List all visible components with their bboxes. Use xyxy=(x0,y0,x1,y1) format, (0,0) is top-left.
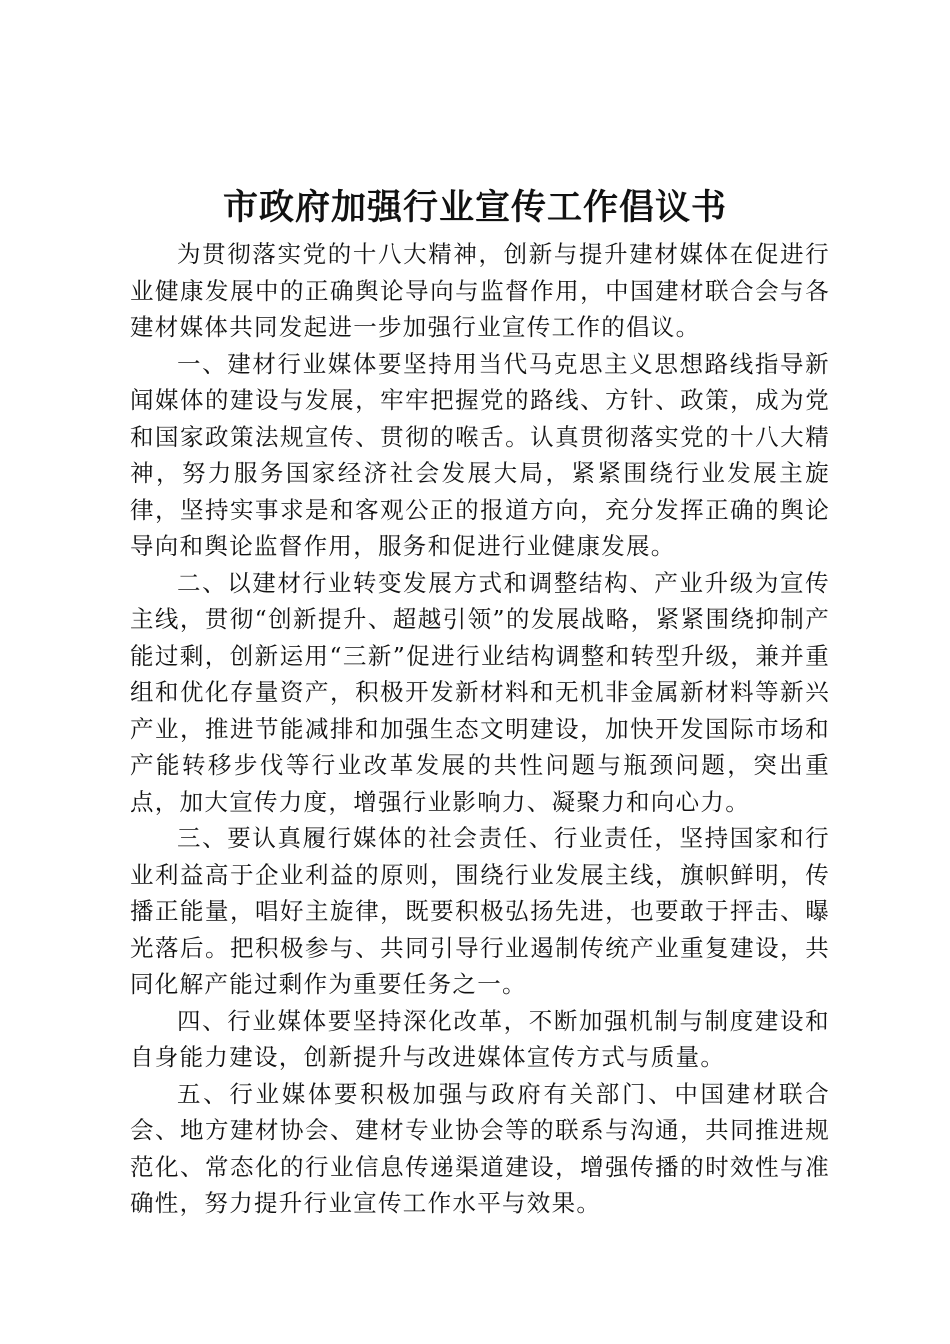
paragraph-item-5: 五、行业媒体要积极加强与政府有关部门、中国建材联合会、地方建材协会、建材专业协会等的联系与沟通，共同推进规范化、常态化的行业信息传递渠道建设，增强传播的时效性与准确性，努力提升行业宣传工作水平与效果。 xyxy=(130,1079,830,1217)
paragraph-item-1: 一、建材行业媒体要坚持用当代马克思主义思想路线指导新闻媒体的建设与发展，牢牢把握党的路线、方针、政策，成为党和国家政策法规宣传、贯彻的喉舌。认真贯彻落实党的十八大精神，努力服务国家经济社会发展大局，紧紧围绕行业发展主旋律，坚持实事求是和客观公正的报道方向，充分发挥正确的舆论导向和舆论监督作用，服务和促进行业健康发展。 xyxy=(130,349,830,560)
document-body xyxy=(130,236,830,1222)
paragraph-intro: 为贯彻落实党的十八大精神，创新与提升建材媒体在促进行业健康发展中的正确舆论导向与监督作用，中国建材联合会与各建材媒体共同发起进一步加强行业宣传工作的倡议。 xyxy=(130,240,830,341)
document-title: 市政府加强行业宣传工作倡议书 xyxy=(222,187,727,228)
paragraph-item-4: 四、行业媒体要坚持深化改革，不断加强机制与制度建设和自身能力建设，创新提升与改进媒体宣传方式与质量。 xyxy=(130,1006,830,1071)
paragraph-item-3: 三、要认真履行媒体的社会责任、行业责任，坚持国家和行业利益高于企业利益的原则，围绕行业发展主线，旗帜鲜明，传播正能量，唱好主旋律，既要积极弘扬先进，也要敢于抨击、曝光落后。把积极参与、共同引导行业遏制传统产业重复建设，共同化解产能过剩作为重要任务之一。 xyxy=(130,824,830,998)
paragraph-item-2: 二、以建材行业转变发展方式和调整结构、产业升级为宣传主线，贯彻“创新提升、超越引领”的发展战略，紧紧围绕抑制产能过剩，创新运用“三新”促进行业结构调整和转型升级，兼并重组和优化存量资产，积极开发新材料和无机非金属新材料等新兴产业，推进节能减排和加强生态文明建设，加快开发国际市场和产能转移步伐等行业改革发展的共性问题与瓶颈问题，突出重点，加大宣传力度，增强行业影响力、凝聚力和向心力。 xyxy=(130,568,830,816)
